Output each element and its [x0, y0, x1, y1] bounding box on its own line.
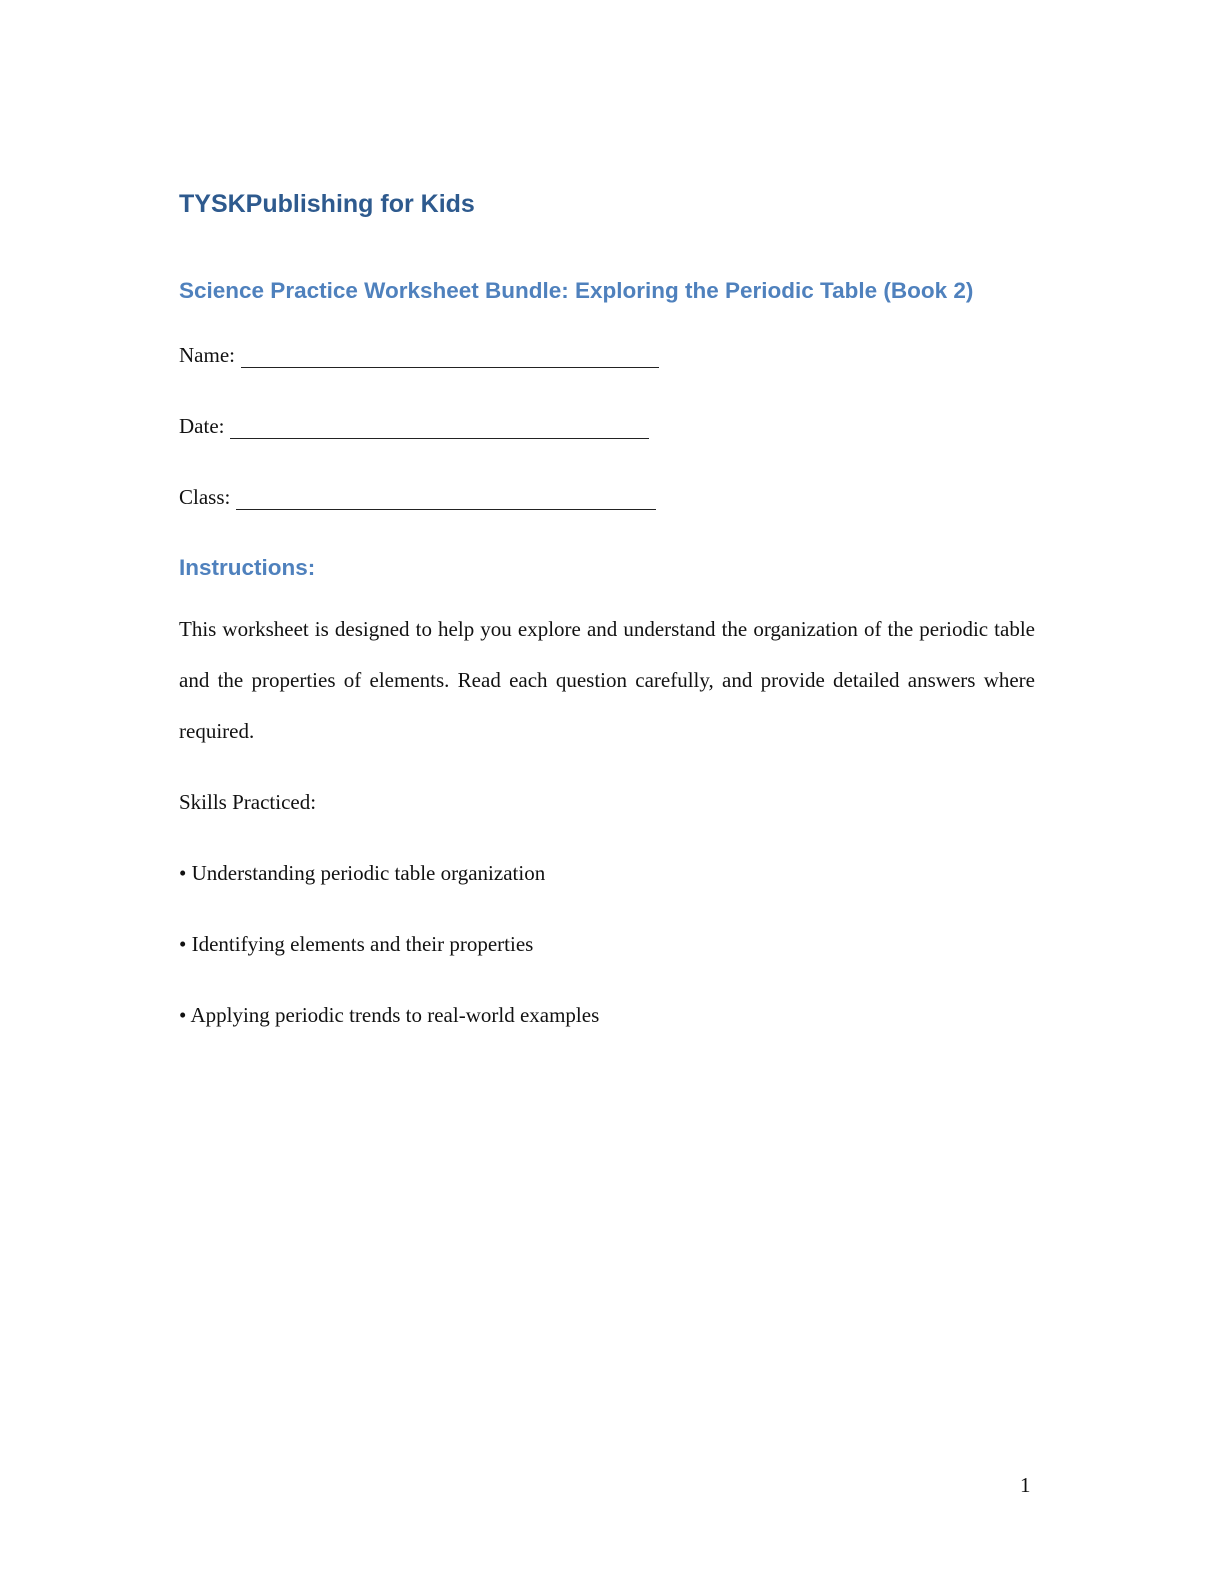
skill-item: • Understanding periodic table organization	[179, 861, 546, 885]
class-field	[179, 484, 656, 510]
date-label: Date:	[179, 414, 225, 438]
skill-item: • Identifying elements and their properties	[179, 932, 534, 956]
document-title: Science Practice Worksheet Bundle: Exploring the Periodic Table (Book 2)	[179, 278, 974, 303]
name-field	[179, 342, 659, 368]
name-label: Name:	[179, 343, 235, 367]
class-blank-line[interactable]	[236, 489, 656, 510]
instructions-heading: Instructions:	[179, 555, 316, 580]
class-label: Class:	[179, 485, 231, 509]
page-number: 1	[1020, 1473, 1031, 1497]
date-blank-line[interactable]	[230, 418, 649, 439]
skills-label: Skills Practiced:	[179, 790, 317, 814]
skill-item: • Applying periodic trends to real-world examples	[179, 1003, 600, 1027]
date-field	[179, 413, 649, 439]
publisher-name: TYSKPublishing for Kids	[179, 190, 475, 218]
name-blank-line[interactable]	[241, 347, 659, 368]
instructions-paragraph: This worksheet is designed to help you explore and understand the organization of the periodic table and the properties of elements. Read each question carefully, and provide detailed answers where required.	[179, 617, 1035, 743]
